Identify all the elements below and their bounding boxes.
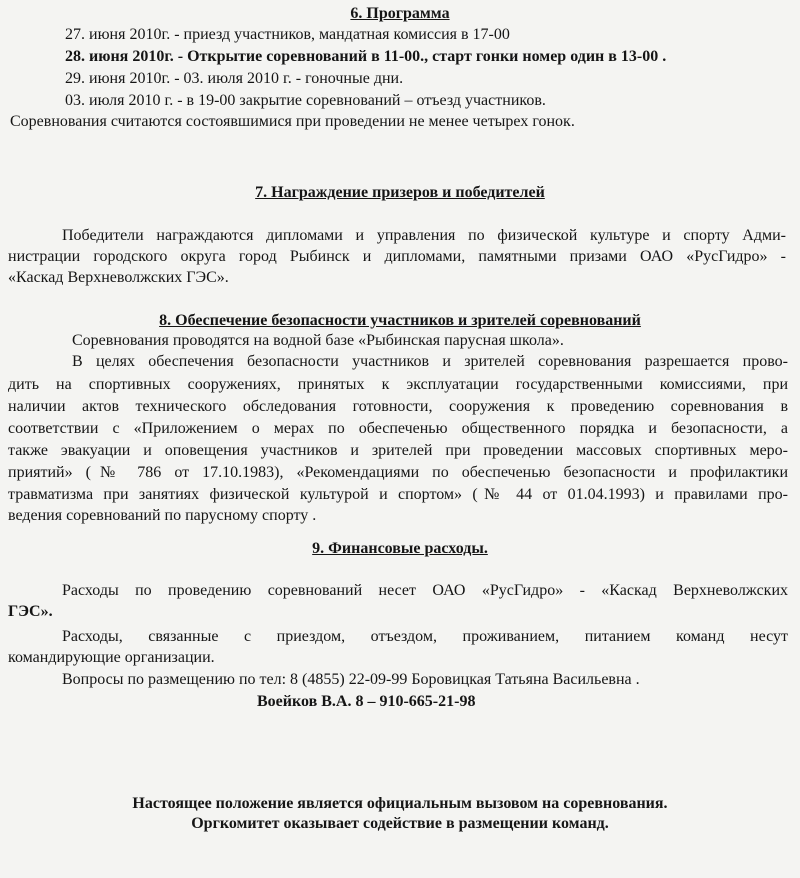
section-8-heading: 8. Обеспечение безопасности участников и зрителей соревнований [159,312,641,329]
safety-line-1: Соревнования проводятся на водной базе «Рыбинская парусная школа». [72,332,564,349]
contact-line-2: Воейков В.А. 8 – 910-665-21-98 [257,693,476,710]
footer-line-2: Оргкомитет оказывает содействие в размещении команд. [191,815,609,832]
awards-line-1: Победители награждаются дипломами и управления по физической культуре и спорту Адми- [62,227,786,244]
program-line-3: 29. июня 2010г. - 03. июля 2010 г. - гоночные дни. [65,70,404,87]
program-line-1: 27. июня 2010г. - приезд участников, мандатная комиссия в 17-00 [65,26,510,43]
contact-line-1: Вопросы по размещению по тел: 8 (4855) 22-09-99 Боровицкая Татьяна Васильевна . [62,671,640,688]
safety-line-4: наличии актов технического обследования готовности, сооружения к проведению соревнования в [8,398,788,415]
finance-line-2: ГЭС». [8,603,53,620]
program-line-4: 03. июля 2010 г. - в 19-00 закрытие соревнований – отъезд участников. [65,92,546,109]
program-line-2: 28. июня 2010г. - Открытие соревнований в 11-00., старт гонки номер один в 13-00 . [65,48,667,65]
safety-line-7: приятий» (№ 786 от 17.10.1983), «Рекомендациями по обеспеченью безопасности и профилактики [8,464,788,481]
finance-line-1: Расходы по проведению соревнований несет ОАО «РусГидро» - «Каскад Верхневолжских [62,582,788,599]
program-line-5: Соревнования считаются состоявшимися при проведении не менее четырех гонок. [10,113,575,130]
finance-line-4: командирующие организации. [8,649,215,666]
section-6-heading: 6. Программа [350,5,450,22]
safety-line-5: соответствии с «Приложением о мерах по обеспеченью общественного порядка и безопасности, а [8,420,788,437]
section-9-heading: 9. Финансовые расходы. [312,540,488,557]
awards-line-3: «Каскад Верхневолжских ГЭС». [8,269,229,286]
footer-line-1: Настоящее положение является официальным вызовом на соревнования. [132,795,668,812]
section-7-heading: 7. Награждение призеров и победителей [255,184,545,201]
finance-line-3: Расходы, связанные с приездом, отъездом, проживанием, питанием команд несут [62,628,788,645]
awards-line-2: нистрации городского округа город Рыбинск и дипломами, памятными призами ОАО «РусГидро» - [8,248,786,265]
safety-line-8: травматизма при занятиях физической культурой и спортом» (№ 44 от 01.04.1993) и правилами про- [8,486,788,503]
safety-line-6: также эвакуации и оповещения участников и зрителей при проведении массовых спортивных меро- [8,442,788,459]
safety-line-3: дить на спортивных сооружениях, принятых к эксплуатации государственными комиссиями, при [8,376,788,393]
safety-line-9: ведения соревнований по парусному спорту . [8,507,317,524]
safety-line-2: В целях обеспечения безопасности участников и зрителей соревнования разрешается прово- [72,353,788,370]
